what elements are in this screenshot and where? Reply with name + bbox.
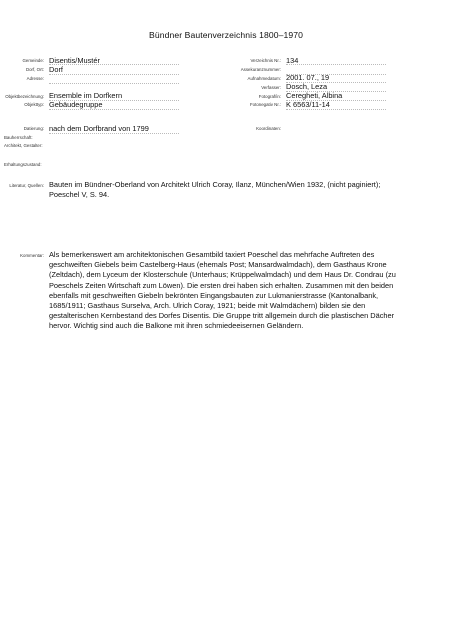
assekuranz-label: Assekuranznummer: [240,67,281,72]
datierung-underline [49,133,179,134]
objekttyp-underline [49,109,179,110]
fotonegativ-underline [286,109,386,110]
koordinaten-label: Koordinaten: [256,126,281,131]
objektbezeichnung-label: Objektbezeichnung: [5,94,44,99]
gemeinde-label: Gemeinde: [22,58,44,63]
literatur-text: Bauten im Bündner-Oberland von Architekt Ulrich Coray, Ilanz, München/Wien 1932, (nicht paginiert); Poeschel V, S. 94. [49,180,381,200]
adresse-underline [49,83,179,84]
ort-value: Dorf [49,65,63,74]
datierung-label: Datierung: [23,126,44,131]
verfasser-label: Verfasser: [261,85,281,90]
aufnahmedatum-label: Aufnahmedatum: [247,76,281,81]
verzeichnis-underline [286,64,386,65]
bauherrschaft-label: Bauherrschaft: [4,135,33,140]
gemeinde-value: Disentis/Mustér [49,56,100,65]
verzeichnis-label: Verzeichnis Nr.: [250,58,281,63]
literatur-label: Literatur, Quellen: [9,183,44,188]
adresse-label: Adresse: [26,76,44,81]
verfasser-value: Dosch, Leza [286,82,328,91]
objektbezeichnung-value: Ensemble im Dorfkern [49,91,123,100]
datierung-value: nach dem Dorfbrand von 1799 [49,124,149,133]
page-title: Bündner Bautenverzeichnis 1800–1970 [148,30,303,40]
fotografin-value: Ceregheti, Albina [286,91,343,100]
kommentar-text: Als bemerkenswert am architektonischen Gesamtbild taxiert Poeschel das mehrfache Auftreten des geschweiften Giebels beim Castelberg-Haus (ehemals Post; Mansardwalmdach), dem Gasthaus Krone (Zeltdach), dem Lyceum der Klosterschule (Unterhaus; Krüppelwalmdach) und dem Haus Dr. Condrau (zu Poeschels Zeiten Wirtschaft zum Löwen). Die ersten drei haben sich erhalten. Zusammen mit den beiden ebenfalls mit geschweiften Giebeln bekrönten Eingangsbauten zur Lukmanierstrasse (Kantonalbank, 1685/1911; Gasthaus Surselva, Arch. Ulrich Coray, 1921; beide mit Walmdächern) bilden sie den gestalterischen Kernbestand des Dorfes Disentis. Die Gruppe tritt allgemein durch die plastischen Dächer hervor. Wichtig sind auch die Balkone mit ihren schmiedeeisernen Geländern. [49,250,396,331]
gemeinde-underline [49,64,179,65]
objekttyp-label: Objekttyp: [24,102,44,107]
objekttyp-value: Gebäudegruppe [49,100,103,109]
verzeichnis-value: 134 [286,56,299,65]
kommentar-label: Kommentar: [20,253,44,258]
fotografin-label: Fotograf/in: [258,94,281,99]
fotonegativ-label: Fotonegativ Nr.: [250,102,281,107]
ort-label: Dorf, Ort: [25,67,44,72]
erhaltungszustand-label: Erhaltungszustand: [4,162,42,167]
ort-underline [49,74,179,75]
aufnahmedatum-value: 2001. 07., 19 [286,73,330,82]
architekt-label: Architekt, Gestalter: [4,143,43,148]
fotonegativ-value: K 6563/11-14 [286,100,330,109]
